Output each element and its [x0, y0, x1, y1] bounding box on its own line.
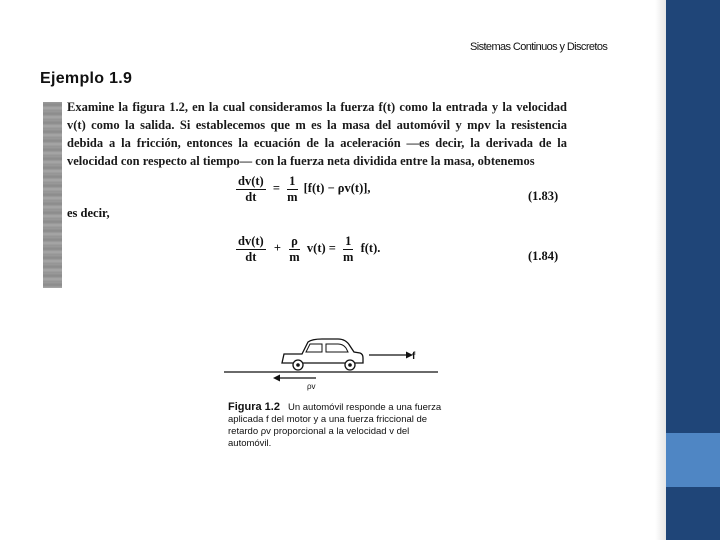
sidebar-accent-block [666, 433, 720, 487]
eq2-coef2-numerator: 1 [343, 234, 353, 250]
eq2-coef2-fraction [343, 234, 353, 265]
eq1-coef-fraction [287, 174, 297, 205]
example-scan [40, 70, 574, 292]
eq1-rhs: [f(t) − ρv(t)], [303, 181, 371, 196]
equation-1-84 [236, 234, 380, 265]
caption-label: Figura 1.2 [228, 401, 280, 413]
eq1-number: (1.83) [528, 189, 559, 203]
eq2-lhs-numerator: dv(t) [238, 234, 264, 248]
friction-label: ρv [307, 382, 316, 391]
example-paragraph: Examine la figura 1.2, en la cual consideramos la fuerza f(t) como la entrada y la velocidad v(t) como la salida. Si establecemos que m es la masa del automóvil y mρv la resistencia debida a la fricción, entonces la ecuación de la aceleración —es decir, la derivada de la velocidad con respecto al tiempo— con la fuerza neta dividida entre la masa, obtenemos [67, 100, 567, 168]
eq1-equals: = [272, 181, 280, 196]
example-title: Ejemplo 1.9 [40, 70, 133, 87]
force-arrow [369, 352, 413, 359]
eq2-term: v(t) = [306, 241, 336, 256]
eq2-plus: + [273, 241, 281, 256]
scan-margin-strip [43, 102, 62, 288]
eq2-lhs-fraction [236, 234, 266, 265]
eq2-coef2-denominator: m [343, 250, 354, 264]
figure-caption [228, 401, 448, 450]
slide-header: Sistemas Continuos y Discretos [470, 41, 608, 53]
sidebar-shadow [655, 0, 666, 540]
figure-1-2 [222, 330, 456, 465]
eq1-lhs-fraction [236, 174, 266, 205]
eq1-lhs-numerator: dv(t) [238, 174, 264, 188]
force-label: f [412, 351, 416, 362]
eq2-number: (1.84) [528, 249, 559, 263]
eq2-lhs-denominator: dt [245, 250, 257, 264]
friction-arrow [273, 375, 316, 382]
caption-text: Un automóvil responde a una fuerza aplicada f del motor y a una fuerza friccional de retardo ρv proporcional a la velocidad v del automóvil. [228, 402, 442, 449]
eq1-coef-numerator: 1 [287, 174, 297, 190]
connector-text: es decir, [67, 206, 110, 220]
eq2-coef-denominator: m [289, 250, 300, 264]
equation-1-83 [236, 174, 371, 205]
eq2-coef-fraction [289, 234, 300, 265]
eq1-lhs-denominator: dt [245, 190, 257, 204]
eq2-rhs: f(t). [360, 241, 381, 256]
right-sidebar [666, 0, 720, 540]
eq2-coef-numerator: ρ [291, 234, 298, 248]
eq1-coef-denominator: m [287, 190, 298, 204]
car-diagram [222, 330, 456, 398]
car-icon [282, 339, 363, 370]
